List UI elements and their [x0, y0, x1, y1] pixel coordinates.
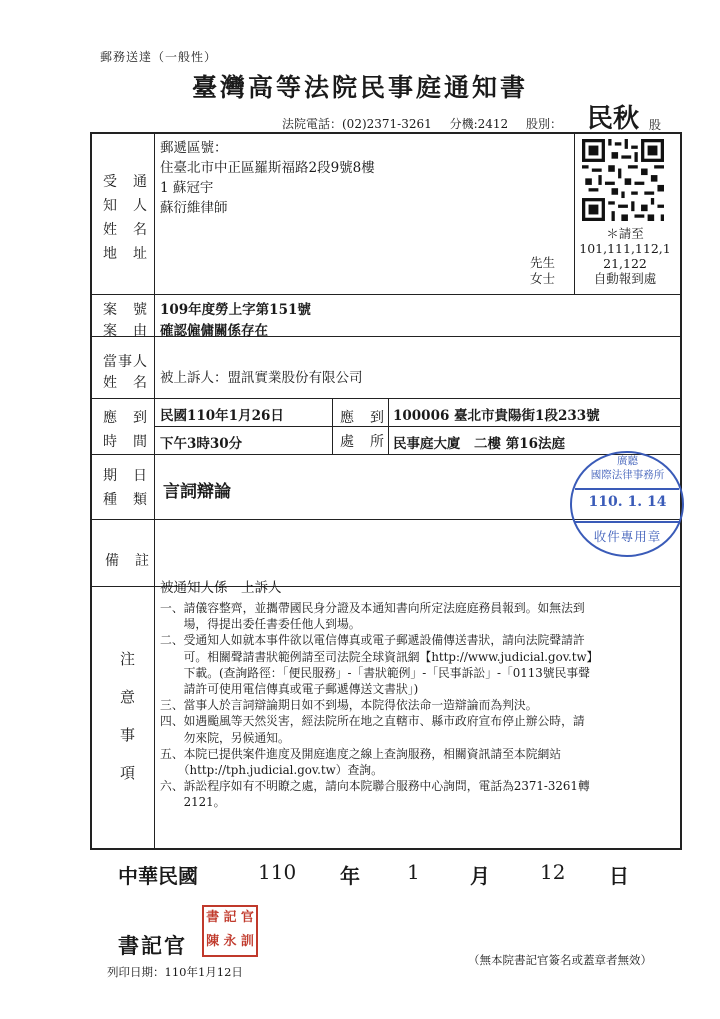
delivery-type-note: 郵務送達（一般性） — [100, 50, 218, 64]
case-reason: 確認僱傭關係存在 — [160, 323, 268, 339]
court-contact-line — [282, 115, 576, 132]
date-year: 110 — [258, 860, 297, 884]
recipient-name-2: 蘇衍維律師 — [160, 200, 228, 216]
party-value: 被上訴人：盟訊實業股份有限公司 — [160, 370, 363, 386]
remarks-value: 被通知人係 上訴人 — [160, 580, 282, 596]
recipient-details — [160, 138, 375, 218]
appearance-room: 民事庭大廈 二樓 第16法庭 — [393, 436, 565, 452]
stamp-footer: 收件專用章 — [593, 529, 662, 544]
party-label: 當事人 姓 名 — [103, 354, 148, 391]
session-type: 言詞辯論 — [163, 482, 231, 502]
appearance-hour: 下午3時30分 — [160, 436, 243, 452]
date-year-unit: 年 — [340, 864, 360, 888]
date-day: 12 — [540, 860, 566, 884]
clerk-seal: 書 記 官 陳 永 訓 — [202, 905, 258, 957]
document-title: 臺灣高等法院民事庭通知書 — [191, 73, 528, 102]
appearance-address: 100006 臺北市貴陽街1段233號 — [393, 408, 600, 424]
appearance-time — [160, 402, 284, 458]
case-label-col2: 號 由 — [133, 302, 148, 339]
date-month-unit: 月 — [470, 864, 490, 888]
case-label-col1: 案 案 — [103, 302, 118, 339]
print-date: 列印日期：110年1月12日 — [107, 965, 243, 979]
case-number: 109年度勞上字第151號 — [160, 302, 311, 318]
appearance-date: 民國110年1月26日 — [160, 408, 284, 424]
court-phone: 法院電話：(02)2371-3261 — [282, 117, 432, 131]
recipient-address: 住臺北市中正區羅斯福路2段9號8樓 — [160, 160, 375, 176]
clerk-title: 書記官 — [118, 933, 187, 958]
appearance-time-label: 應 到 時 間 — [103, 410, 148, 450]
notes-label: 注 意 事 項 — [120, 650, 137, 782]
validity-disclaimer: （無本院書記官簽名或蓋章者無效） — [468, 953, 652, 967]
notes-list: 一、請儀容整齊，並攜帶國民身分證及本通知書向所定法庭庭務員報到。如無法到 場，得提出委任書委任他人到場。 二、受通知人如就本事件欲以電信傳真或電子郵遞設備傳送書狀，請向法院聲請許 可。相關聲請書狀範例請至司法院全球資訊網【http://www.judicial.gov.tw】 下載。(查詢路徑：「便民服務」-「書狀範例」-「民事訴訟」-「0113號民事聲 請許可使用電信傳真或電子郵遞傳送文書狀」) 三、當事人於言詞辯論期日如不到場，本院得依法命一造辯論而為判決。 四、如遇颱風等天然災害，經法院所在地之直轄市、縣市政府宣布停止辦公時，請 勿來院，另候通知。 五、本院已提供案件進度及開庭進度之線上查詢服務，相關資訊請至本院網站 （http://tph.judicial.gov.tw）查詢。 六、訴訟程序如有不明瞭之處，請向本院聯合服務中心詢問，電話為2371-3261轉 2121。 — [160, 601, 599, 810]
qr-note: ＊請至 101,111,112,1 21,122 自動報到處 — [579, 226, 671, 286]
recipient-name-1: 1 蘇冠宇 — [160, 180, 214, 196]
date-day-unit: 日 — [609, 864, 629, 888]
appearance-place-label: 應 到 處 所 — [340, 410, 385, 450]
recipient-label-col2: 通 人 名 址 — [133, 174, 148, 262]
recipient-honorific: 先生 女士 — [530, 255, 556, 286]
division-handwritten: 民秋 — [587, 104, 640, 134]
postal-code-label: 郵遞區號： — [160, 140, 228, 156]
qr-code — [582, 139, 664, 221]
court-extension: 分機:2412 — [449, 117, 509, 131]
session-label: 期 日 種 類 — [103, 468, 148, 508]
division-suffix: 股 — [649, 118, 662, 132]
case-info — [160, 300, 311, 342]
remarks-label: 備 註 — [105, 553, 150, 569]
stamp-date: 110. 1. 14 — [588, 494, 667, 510]
stamp-header: 廣聽 國際法律事務所 — [590, 455, 665, 481]
division-label: 股別： — [526, 117, 563, 131]
recipient-label-col1: 受 知 姓 地 — [103, 174, 118, 262]
date-era: 中華民國 — [118, 864, 198, 888]
date-month: 1 — [407, 860, 420, 884]
